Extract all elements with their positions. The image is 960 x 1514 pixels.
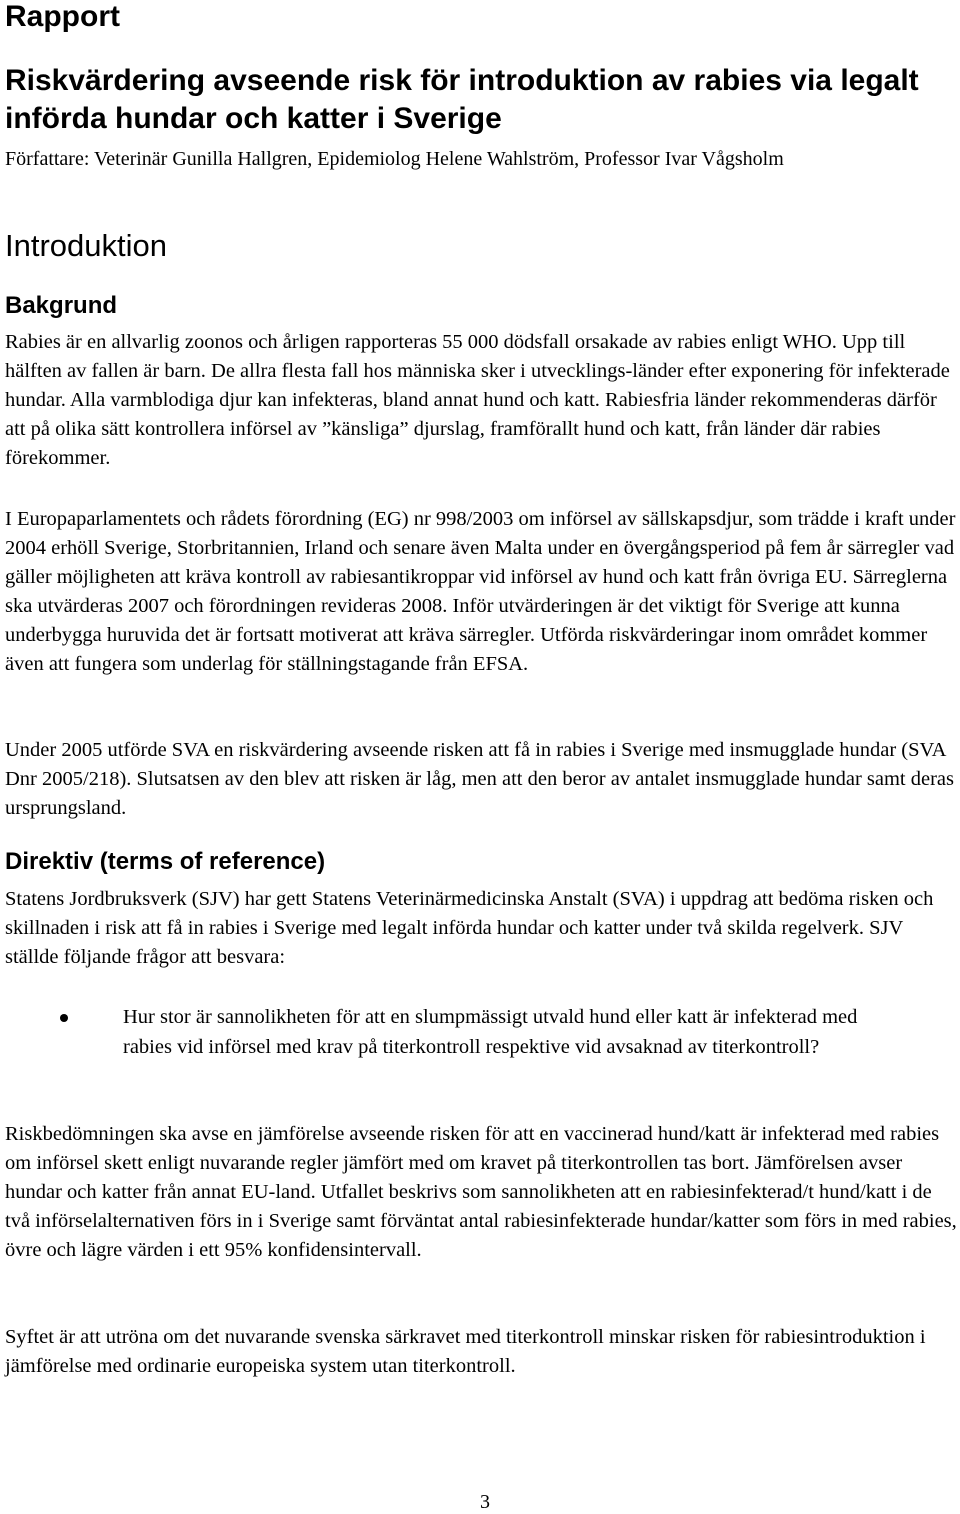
background-heading: Bakgrund xyxy=(5,292,118,319)
background-paragraph-3: Under 2005 utförde SVA en riskvärdering avseende risken att få in rabies i Sverige med insmugglade hundar (SVA Dnr 2005/218). Slutsatsen av den blev att risken är låg, men att den beror av antalet insmugglade hundar samt deras ursprungsland. xyxy=(5,739,954,819)
document-type: Rapport xyxy=(5,0,120,33)
report-title: Riskvärdering avseende risk för introduktion av rabies via legalt införda hundar och katter i Sverige xyxy=(5,64,919,135)
terms-of-reference-heading: Direktiv (terms of reference) xyxy=(5,848,326,875)
page-number: 3 xyxy=(480,1491,490,1513)
bullet-icon xyxy=(60,1014,68,1022)
question-text: Hur stor är sannolikheten för att en slumpmässigt utvald hund eller katt är infekterad med rabies vid införsel med krav på titerkontroll respektive vid avsaknad av titerkontroll? xyxy=(123,1006,858,1058)
terms-of-reference-paragraph-1: Riskbedömningen ska avse en jämförelse avseende risken för att en vaccinerad hund/katt är infekterad med rabies om införsel skett enligt nuvarande regler jämfört med om kravet på titerkontrollen tas bort. Jämförelsen avser hundar och katter från annat EU-land. Utfallet beskrivs som sannolikheten att en rabiesinfekterad/t hund/katt i de två införselalternativen förs in i Sverige samt förväntat antal rabiesinfekterade hundar/katter som förs in med rabies, övre och lägre värden i ett 95% konfidensintervall. xyxy=(5,1123,957,1261)
questions-list xyxy=(5,1003,960,1062)
terms-of-reference-paragraph-2: Syftet är att utröna om det nuvarande svenska särkravet med titerkontroll minskar risken för rabiesintroduktion i jämförelse med ordinarie europeiska system utan titerkontroll. xyxy=(5,1326,926,1377)
background-paragraph-2: I Europaparlamentets och rådets förordning (EG) nr 998/2003 om införsel av sällskapsdjur, som trädde i kraft under 2004 erhöll Sverige, Storbritannien, Irland och senare även Malta under en övergångsperiod på fem år särregler vad gäller möjligheten att kräva kontroll av rabiesantikroppar vid införsel av hund och katt från övriga EU. Särreglerna ska utvärderas 2007 och förordningen revideras 2008. Inför utvärderingen är det viktigt för Sverige att kunna underbygga huruvida det är fortsatt motiverat att kräva särregler. Utförda riskvärderingar inom området kommer även att fungera som underlag för ställningstagande från EFSA. xyxy=(5,508,956,675)
background-paragraph-1: Rabies är en allvarlig zoonos och årligen rapporteras 55 000 dödsfall orsakade av rabies enligt WHO. Upp till hälften av fallen är barn. De allra flesta fall hos människa sker i utvecklings-länder efter exponering för infekterade hundar. Alla varmblodiga djur kan infekteras, bland annat hund och katt. Rabiesfria länder rekommenderas därför att på olika sätt kontrollera införsel av ”känsliga” djurslag, framförallt hund och katt, från länder där rabies förekommer. xyxy=(5,331,950,469)
introduction-heading: Introduktion xyxy=(5,228,167,263)
list-item xyxy=(5,1003,883,1062)
terms-of-reference-intro: Statens Jordbruksverk (SJV) har gett Statens Veterinärmedicinska Anstalt (SVA) i uppdrag att bedöma risken och skillnaden i risk att få in rabies i Sverige med legalt införda hundar och katter under två skilda regelverk. SJV ställde följande frågor att besvara: xyxy=(5,888,934,968)
authors-line: Författare: Veterinär Gunilla Hallgren, Epidemiolog Helene Wahlström, Professor Ivar Vågsholm xyxy=(5,148,784,170)
